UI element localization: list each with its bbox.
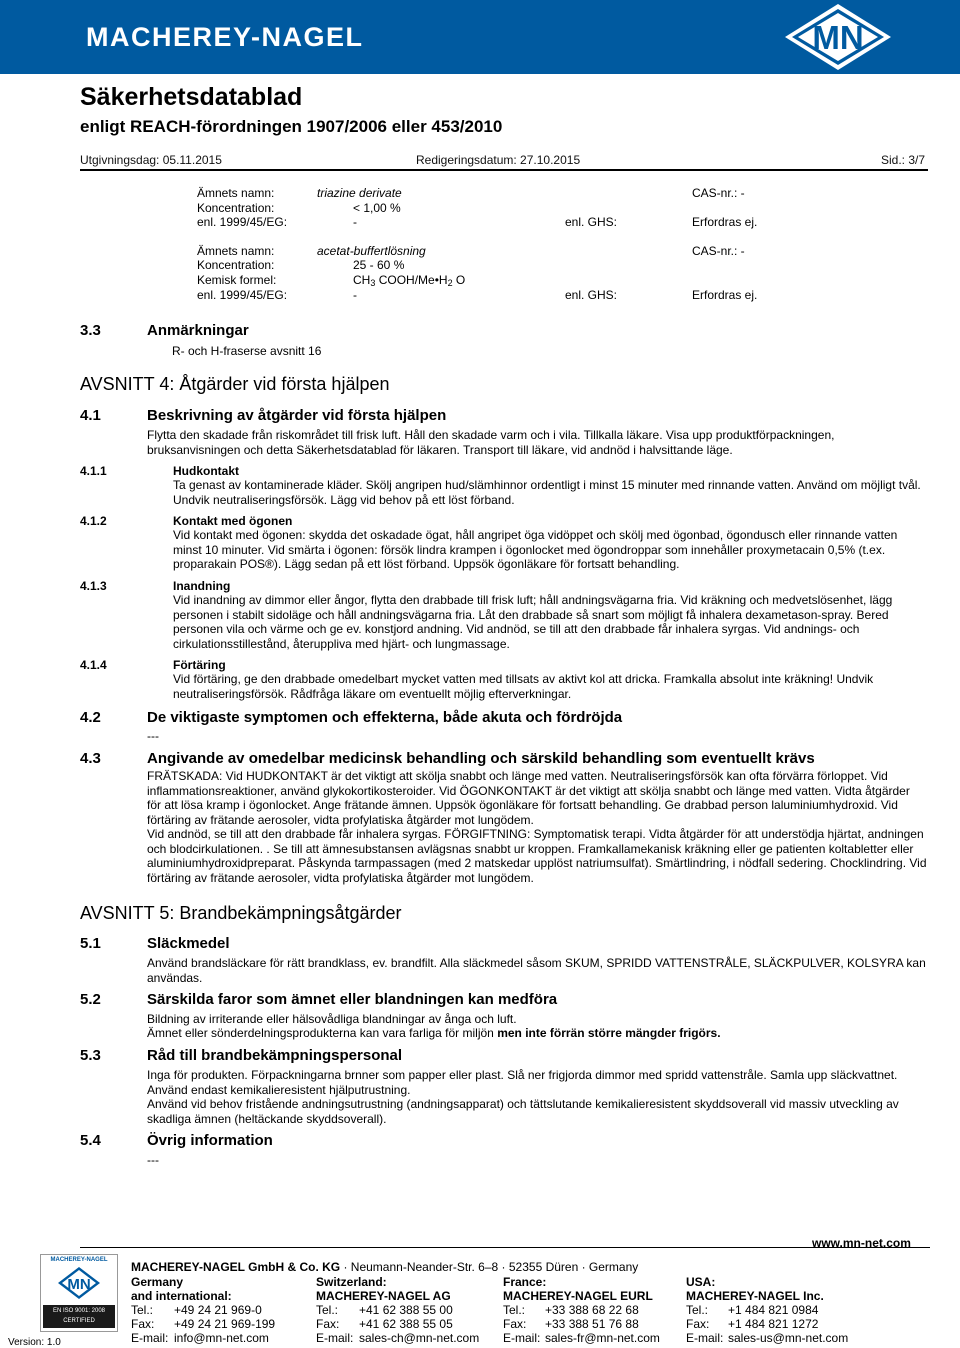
email-label: E-mail:	[131, 1331, 169, 1345]
version-label: Version: 1.0	[8, 1337, 61, 1348]
footer-country: USA:	[686, 1275, 716, 1289]
fax-label: Fax:	[131, 1317, 155, 1331]
email-label: E-mail:	[316, 1331, 354, 1345]
section-4-title: AVSNITT 4: Åtgärder vid första hjälpen	[80, 374, 390, 394]
paragraph: Flytta den skadade från riskområdet till frisk luft. Håll den skadade varm och i vila. Tillkalla läkare. Visa upp produktförpackningen, bruksanvisningen och detta Säkerhetsdatablad för läkaren. Transport till läkare, vid andnöd i halvsittande läge.	[147, 428, 835, 457]
section-number: 4.1	[80, 407, 101, 424]
tel-label: Tel.:	[131, 1303, 154, 1317]
issue-date: Utgivningsdag: 05.11.2015	[80, 153, 222, 167]
paragraph: Vid förtäring, ge den drabbade omedelbart mycket vatten med tillsats av aktivt kol att dricka. Framkalla absolut inte kräkning! Undvik neutraliseringsförsök. Rådfråga läkare om eventuellt möjlig efterverkningar.	[173, 672, 874, 701]
subsection-heading: Hudkontakt	[173, 464, 239, 478]
mn-logo-icon	[782, 2, 894, 72]
subsection-number: 4.1.2	[80, 514, 107, 528]
fax-value: +33 388 51 76 88	[545, 1317, 639, 1331]
footer-country: Germany	[131, 1275, 184, 1289]
formula-label: Kemisk formel:	[197, 273, 277, 287]
fax-value: +41 62 388 55 05	[359, 1317, 453, 1331]
page-number: Sid.: 3/7	[881, 153, 926, 167]
subsection-number: 4.1.1	[80, 464, 107, 478]
email-value[interactable]: sales-fr@mn-net.com	[545, 1331, 660, 1345]
section-heading: Släckmedel	[147, 935, 230, 952]
section-heading: Särskilda faror som ämnet eller blandningen kan medföra	[147, 991, 558, 1008]
tel-value: +33 388 68 22 68	[545, 1303, 639, 1317]
chemical-formula: $CH_3$ COOH/$Me•H_2$ O	[353, 273, 466, 288]
concentration-label: Koncentration:	[197, 201, 275, 215]
paragraph: Ta genast av kontaminerade kläder. Skölj angripen hud/slämhinnor ordentligt i minst 15 minuter med rinnande vatten. Använd om möjligt tvål. Undvik neutraliseringsförsök. Lägg vid behov på ett löst förband.	[173, 478, 921, 507]
tel-label: Tel.:	[503, 1303, 526, 1317]
concentration-value: < 1,00 %	[353, 201, 401, 215]
document-title: Säkerhetsdatablad	[80, 83, 303, 111]
brand-wordmark: MACHEREY-NAGEL	[86, 22, 364, 52]
footer-company: MACHEREY-NAGEL AG	[316, 1289, 451, 1303]
subsection-heading: Inandning	[173, 579, 231, 593]
subsection-heading: Förtäring	[173, 658, 226, 672]
cas-number: CAS-nr.: -	[692, 186, 745, 200]
paragraph: Vid kontakt med ögonen: skydda det oskadade ögat, håll angripet öga vidöppet och skölj med ögonbad, ögondusch eller rinnande vatten minst 10 minuter. Vid smärta i ögonen: försök lindra krampen i ögonlocket med ögondroppar som innehåller proxymetacain 0,5% (t.ex. proparakain POS®). Lägg sedan på ett löst förband. Uppsök ögonläkare för fortsatt behandling.	[173, 528, 898, 571]
fax-label: Fax:	[686, 1317, 710, 1331]
paragraph: Ämnet eller sönderdelningsprodukterna kan vara farliga för miljön men inte förrän större mängder frigörs.	[147, 1026, 721, 1040]
eg-value: -	[353, 215, 357, 229]
fax-label: Fax:	[316, 1317, 340, 1331]
section-heading: Övrig information	[147, 1132, 273, 1149]
section-number: 3.3	[80, 322, 101, 339]
ghs-label: enl. GHS:	[565, 215, 618, 229]
fax-label: Fax:	[503, 1317, 527, 1331]
website-link[interactable]: www.mn-net.com	[812, 1236, 911, 1250]
subsection-number: 4.1.4	[80, 658, 107, 672]
section-heading: De viktigaste symptomen och effekterna, både akuta och fördröjda	[147, 709, 623, 726]
footer-country: France:	[503, 1275, 547, 1289]
tel-value: +1 484 821 0984	[728, 1303, 819, 1317]
iso-certificate-badge: MACHEREY-NAGEL MN EN ISO 9001: 2008 CERTIFIED	[40, 1254, 118, 1332]
paragraph: ---	[147, 729, 159, 743]
section-heading: Råd till brandbekämpningspersonal	[147, 1047, 403, 1064]
concentration-value: 25 - 60 %	[353, 258, 405, 272]
footer-company: MACHEREY-NAGEL Inc.	[686, 1289, 824, 1303]
paragraph: ---	[147, 1153, 159, 1167]
tel-label: Tel.:	[686, 1303, 709, 1317]
footer-company: MACHEREY-NAGEL EURL	[503, 1289, 653, 1303]
eg-value: -	[353, 288, 357, 302]
section-number: 5.4	[80, 1132, 101, 1149]
revision-date: Redigeringsdatum: 27.10.2015	[416, 153, 581, 167]
paragraph: Vid andnöd, se till att den drabbade får inhalera syrgas. FÖRGIFTNING: Symptomatisk terapi. Vidta åtgärder för att understödja hjärtat, andningen och blodcirkulationen. . Se till att ämnesubstansen avlägsnas snabbt ur kroppen. Framkallamekanisk kräkning eller ge patienten koltabletter eller aluminiumhydroxidpreparat. Påskynda tarmpassagen (med 2 matskedar upplöst natriumsulfat). Smärtlindring, i nödfall sedering. Chocklindring. Vid förtäring av frätande aerosoler, vidta profylatiska åtgärder mot lungödem.	[147, 827, 927, 885]
substance-name-label: Ämnets namn:	[197, 186, 275, 200]
subsection-number: 4.1.3	[80, 579, 107, 593]
email-label: E-mail:	[686, 1331, 724, 1345]
email-value[interactable]: sales-us@mn-net.com	[728, 1331, 849, 1345]
section-heading: Beskrivning av åtgärder vid första hjälpen	[147, 407, 447, 424]
paragraph: Inga för produkten. Förpackningarna brnner som papper eller plast. Slå ner frigjorda dimmor med spridd vattenstråle. Samla upp släckvattnet. Använd endast kemikalieresistent hjälputrustning.	[147, 1068, 898, 1097]
footer-rule	[80, 1247, 930, 1248]
email-value[interactable]: info@mn-net.com	[174, 1331, 269, 1345]
email-value[interactable]: sales-ch@mn-net.com	[359, 1331, 480, 1345]
concentration-label: Koncentration:	[197, 258, 275, 272]
fax-value: +49 24 21 969-199	[174, 1317, 276, 1331]
ghs-value: Erfordras ej.	[692, 288, 758, 302]
eg-label: enl. 1999/45/EG:	[197, 215, 288, 229]
substance-name-label: Ämnets namn:	[197, 244, 275, 258]
substance-name: acetat-buffertlösning	[317, 244, 426, 258]
paragraph: Bildning av irriterande eller hälsovådliga blandningar av ånga och luft.	[147, 1012, 517, 1026]
mn-logo-icon	[57, 1266, 101, 1300]
header-rule	[80, 169, 928, 171]
paragraph: FRÄTSKADA: Vid HUDKONTAKT är det viktigt att skölja snabbt och länge med vatten. Neutraliseringsförsök kan ofta förvärra förloppet. Vid inflammationsreaktioner, använd glykokortikosteroider. Vid ÖGONKONTAKT är det viktigt att skölja snabbt och länge med vatten. Vidta åtgärder för att lösa kramp i ögonlocket. Ange frätande ämnen. Uppsök ögonläkare för fortsatt behandling. Ge drabbad person laluminiumhydroxid. Vid förtäring av frätande aerosoler, vidta profylatiska åtgärder mot lungödem.	[147, 769, 910, 827]
email-label: E-mail:	[503, 1331, 541, 1345]
section-heading: Anmärkningar	[147, 322, 249, 339]
ghs-label: enl. GHS:	[565, 288, 618, 302]
eg-label: enl. 1999/45/EG:	[197, 288, 288, 302]
tel-value: +49 24 21 969-0	[174, 1303, 262, 1317]
substance-name: triazine derivate	[317, 186, 402, 200]
section-number: 5.3	[80, 1047, 101, 1064]
ghs-value: Erfordras ej.	[692, 215, 758, 229]
section-number: 4.2	[80, 709, 101, 726]
section-number: 5.2	[80, 991, 101, 1008]
remarks-text: R- och H-fraserse avsnitt 16	[172, 344, 322, 358]
logo-text: MN	[812, 19, 864, 56]
fax-value: +1 484 821 1272	[728, 1317, 819, 1331]
tel-label: Tel.:	[316, 1303, 339, 1317]
subsection-heading: Kontakt med ögonen	[173, 514, 293, 528]
section-number: 5.1	[80, 935, 101, 952]
company-address: MACHEREY-NAGEL GmbH & Co. KG · Neumann-Neander-Str. 6–8 · 52355 Düren · Germany	[131, 1260, 639, 1274]
footer-company: and international:	[131, 1289, 232, 1303]
tel-value: +41 62 388 55 00	[359, 1303, 453, 1317]
document-subtitle: enligt REACH-förordningen 1907/2006 eller 453/2010	[80, 117, 503, 136]
paragraph: Använd vid behov fristående andningsutrustning (andningsapparat) och tättslutande kemikalieresistent skyddsoverall vid massiv utveckling av skadliga ämnen (heltäckande skyddsoverall).	[147, 1097, 899, 1126]
section-heading: Angivande av omedelbar medicinsk behandling och särskild behandling som eventuellt krävs	[147, 750, 815, 767]
paragraph: Använd brandsläckare för rätt brandklass, ev. brandfilt. Alla släckmedel såsom SKUM, SPRIDD VATTENSTRÅLE, SLÄCKPULVER, KOLSYRA kan användas.	[147, 956, 926, 985]
svg-text:MN: MN	[67, 1276, 91, 1293]
paragraph: Vid inandning av dimmor eller ångor, flytta den drabbade till frisk luft; håll andningsvägarna fria. Vid kräkning och medvetslösenhet, lägg personen i stabilt sidoläge och håll andningsvägarna fria. Låt den drabbade så snart som möjligt få inhalera dexametason-spray. Bered personen vila och värme och ge ev. konstjord andning. Vid andnöd, se till att den drabbade får inhalera syrgas. Vid andnings- och cirkulationsstillestånd, återuppliva med hjärt- och lungmassage.	[173, 593, 893, 651]
section-number: 4.3	[80, 750, 101, 767]
section-5-title: AVSNITT 5: Brandbekämpningsåtgärder	[80, 903, 402, 923]
footer-country: Switzerland:	[316, 1275, 387, 1289]
cas-number: CAS-nr.: -	[692, 244, 745, 258]
